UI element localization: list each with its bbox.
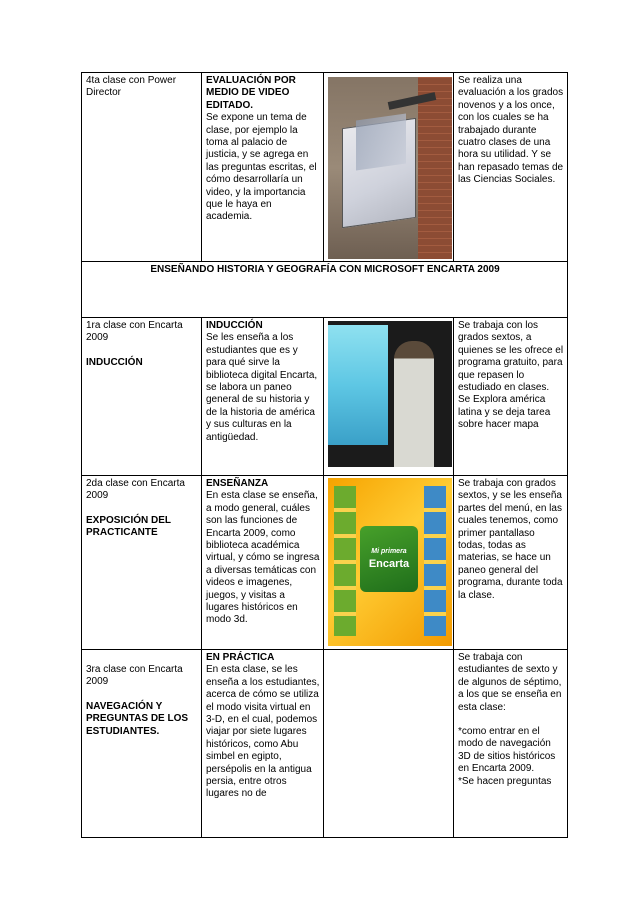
activity-text: En esta clase, se les enseña a los estudiantes, acerca de cómo se utiliza el modo visita virtual en 3-D, en el cual, podemos viajar por siete lugares históricos, como Abu simbel en egipto, persépolis en la antigua persia, entre otros lugares no de: [206, 664, 320, 800]
session-subtitle: NAVEGACIÓN Y PREGUNTAS DE LOS ESTUDIANTES.: [86, 700, 189, 737]
table-row: [82, 73, 568, 262]
session-cell: [82, 73, 202, 262]
photo-cell: [324, 476, 454, 650]
description-cell: [202, 318, 324, 476]
photo-cell: [324, 318, 454, 476]
section-banner: ENSEÑANDO HISTORIA Y GEOGRAFÍA CON MICROSOFT ENCARTA 2009: [82, 262, 568, 318]
table-row: [82, 476, 568, 650]
session-title: 4ta clase con Power Director: [86, 75, 177, 99]
notes-cell: [454, 73, 568, 262]
lecturer-photo: [328, 321, 452, 467]
notes-text: Se realiza una evaluación a los grados novenos y a los once, con los cuales se ha trabajado durante cuatro clases de una hora su utilidad. Y se han repasado temas de las Ciencias Sociales.: [458, 75, 564, 186]
activity-heading: INDUCCIÓN: [206, 320, 263, 331]
notes-cell: [454, 318, 568, 476]
session-title: 1ra clase con Encarta 2009: [86, 320, 183, 344]
notes-item: *como entrar en el modo de navegación 3D de sitios históricos en Encarta 2009.: [458, 726, 556, 775]
session-title: 2da clase con Encarta 2009: [86, 478, 185, 502]
notes-cell: [454, 476, 568, 650]
section-banner-row: [82, 262, 568, 318]
description-cell: [202, 73, 324, 262]
activity-text: En esta clase se enseña, a modo general, cuáles son las funciones de Encarta 2009, como biblioteca académica virtual, y cómo se ingresa a diversas temáticas con videos e imagenes, juegos, y visitas a lugares históricos en modo 3d.: [206, 490, 320, 626]
session-subtitle: INDUCCIÓN: [86, 356, 143, 368]
session-cell: [82, 476, 202, 650]
session-cell: [82, 650, 202, 838]
description-cell: [202, 650, 324, 838]
lesson-table: [81, 72, 568, 838]
photo-cell: [324, 73, 454, 262]
table-row: [82, 318, 568, 476]
activity-text: Se les enseña a los estudiantes que es y para qué sirve la biblioteca digital Encarta, se labora un paneo general de su historia y de la historia de américa y sus culturas en la antigüedad.: [206, 332, 318, 443]
classroom-projector-photo: [328, 77, 452, 259]
session-cell: [82, 318, 202, 476]
notes-item: *Se hacen preguntas: [458, 775, 552, 787]
session-subtitle: EXPOSICIÓN DEL PRACTICANTE: [86, 514, 171, 539]
activity-heading: ENSEÑANZA: [206, 478, 269, 489]
empty-cell: [324, 650, 454, 838]
activity-heading: EN PRÁCTICA: [206, 652, 275, 663]
encarta-splash-image: [328, 478, 452, 646]
description-cell: [202, 476, 324, 650]
notes-cell: [454, 650, 568, 838]
encarta-logo: Mi primera Encarta: [360, 526, 418, 592]
notes-text: Se trabaja con grados sextos, y se les enseña partes del menú, en las cuales tenemos, como primer pantallaso todas, todas as materias, se hace un paneo general del programa, durante toda la clase.: [458, 478, 563, 601]
activity-heading: EVALUACIÓN POR MEDIO DE VIDEO EDITADO.: [206, 75, 296, 111]
session-title: 3ra clase con Encarta 2009: [86, 664, 183, 688]
activity-text: Se expone un tema de clase, por ejemplo la toma al palacio de justicia, y se agrega en las preguntas escritas, el cómo desarrollaría un video, y la importancia que le haya en academia.: [206, 112, 317, 223]
notes-text: Se trabaja con los grados sextos, a quienes se les ofrece el programa gratuito, para que repasen lo estudiado en clases. Se Explora américa latina y se deja tarea sobre hacer mapa: [458, 320, 564, 431]
notes-text: Se trabaja con estudiantes de sexto y de algunos de séptimo, a los que se enseña en esta clase:: [458, 652, 562, 713]
table-row: [82, 650, 568, 838]
